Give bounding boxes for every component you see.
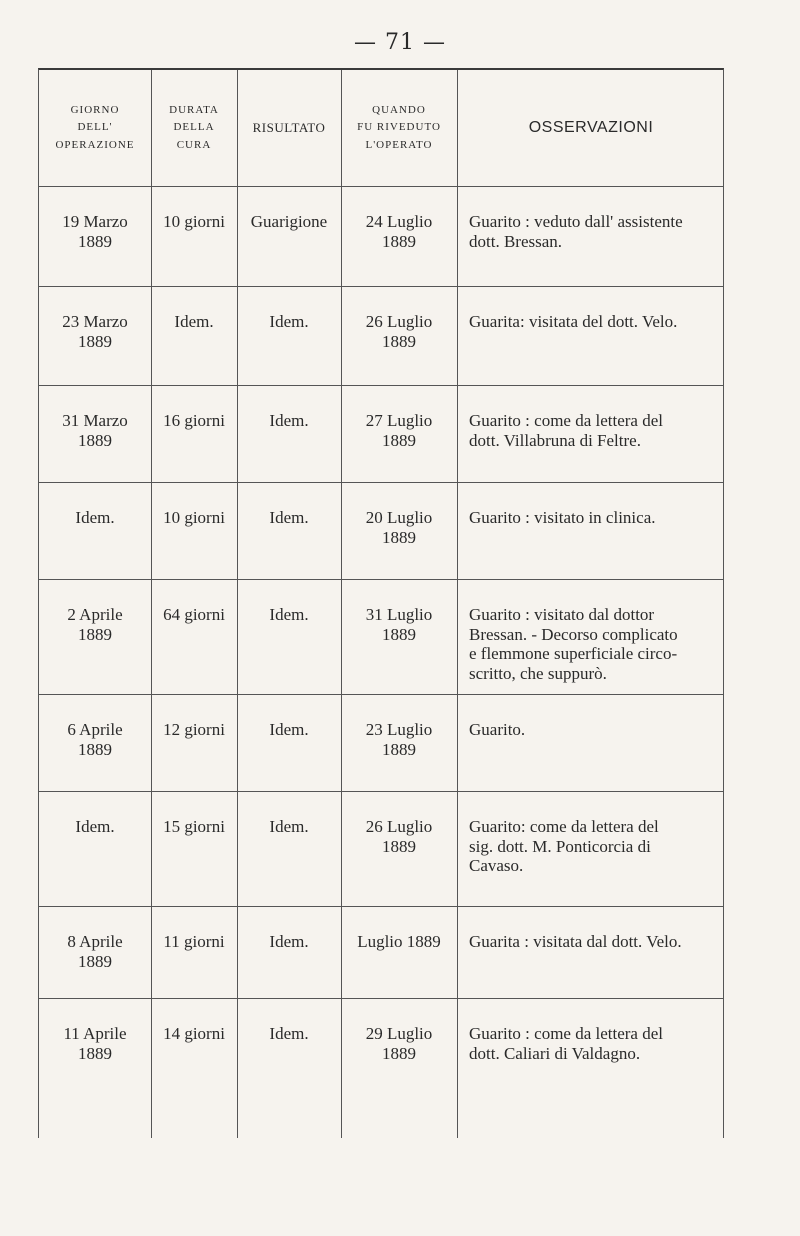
cell-duration: 10 giorni [163, 508, 225, 527]
cell-date: 23 Marzo 1889 [62, 312, 128, 351]
cell-notes: Guarito. [469, 720, 526, 739]
cell-date: Idem. [75, 817, 115, 836]
cell-date: Idem. [75, 508, 115, 527]
header-risultato: RISULTATO [252, 119, 326, 135]
cell-date: 2 Aprile 1889 [67, 605, 123, 644]
table-row [39, 286, 723, 385]
header-quando: QUANDO FU RIVEDUTO L'OPERATO [357, 103, 441, 151]
cell-seen: Luglio 1889 [357, 932, 441, 951]
cell-notes: Guarito: come da lettera del sig. dott. M. Ponticorcia di Cavaso. [469, 817, 659, 876]
cell-result: Idem. [269, 312, 309, 331]
header-giorno: GIORNO DELL' OPERAZIONE [55, 103, 135, 151]
table-row [39, 186, 723, 286]
cell-result: Idem. [269, 411, 309, 430]
cell-duration: 15 giorni [163, 817, 225, 836]
table-row [39, 998, 723, 1140]
cell-result: Idem. [269, 508, 309, 527]
table-row [39, 385, 723, 482]
table-row [39, 906, 723, 998]
table-row [39, 791, 723, 906]
cell-duration: 12 giorni [163, 720, 225, 739]
cell-duration: 11 giorni [163, 932, 225, 951]
table-header [39, 70, 723, 186]
cell-duration: Idem. [174, 312, 214, 331]
cell-duration: 64 giorni [163, 605, 225, 624]
cell-seen: 29 Luglio 1889 [365, 1024, 433, 1063]
header-durata: DURATA DELLA CURA [169, 103, 219, 151]
cell-date: 11 Aprile 1889 [63, 1024, 127, 1063]
table-row [39, 579, 723, 694]
page-number: — 71 — [354, 30, 446, 55]
cell-seen: 20 Luglio 1889 [365, 508, 433, 547]
cell-duration: 10 giorni [163, 212, 225, 231]
cell-notes: Guarita: visitata del dott. Velo. [469, 312, 678, 331]
cell-duration: 16 giorni [163, 411, 225, 430]
cell-seen: 23 Luglio 1889 [365, 720, 433, 759]
cell-date: 31 Marzo 1889 [62, 411, 128, 450]
cell-date: 6 Aprile 1889 [67, 720, 123, 759]
cell-notes: Guarito : veduto dall' assistente dott. Bressan. [469, 212, 683, 251]
cell-notes: Guarito : visitato dal dottor Bressan. - Decorso complicato e flemmone superficiale circo- scritto, che suppurò. [469, 605, 678, 683]
cell-seen: 27 Luglio 1889 [365, 411, 433, 450]
cell-result: Idem. [269, 1024, 309, 1043]
cell-result: Idem. [269, 817, 309, 836]
cell-duration: 14 giorni [163, 1024, 225, 1043]
cell-result: Idem. [269, 605, 309, 624]
table-row [39, 694, 723, 791]
cell-notes: Guarito : visitato in clinica. [469, 508, 656, 527]
cell-seen: 26 Luglio 1889 [365, 817, 433, 856]
cell-seen: 26 Luglio 1889 [365, 312, 433, 351]
cell-notes: Guarito : come da lettera del dott. Villabruna di Feltre. [469, 411, 663, 450]
table-row [39, 482, 723, 579]
cell-date: 19 Marzo 1889 [62, 212, 128, 251]
cell-result: Guarigione [250, 212, 328, 231]
cell-notes: Guarita : visitata dal dott. Velo. [469, 932, 682, 951]
cell-seen: 31 Luglio 1889 [365, 605, 433, 644]
header-osservazioni: OSSERVAZIONI [528, 119, 654, 137]
cell-date: 8 Aprile 1889 [67, 932, 123, 971]
cell-notes: Guarito : come da lettera del dott. Caliari di Valdagno. [469, 1024, 663, 1063]
cell-result: Idem. [269, 932, 309, 951]
case-table [38, 68, 724, 1138]
cell-result: Idem. [269, 720, 309, 739]
cell-seen: 24 Luglio 1889 [365, 212, 433, 251]
